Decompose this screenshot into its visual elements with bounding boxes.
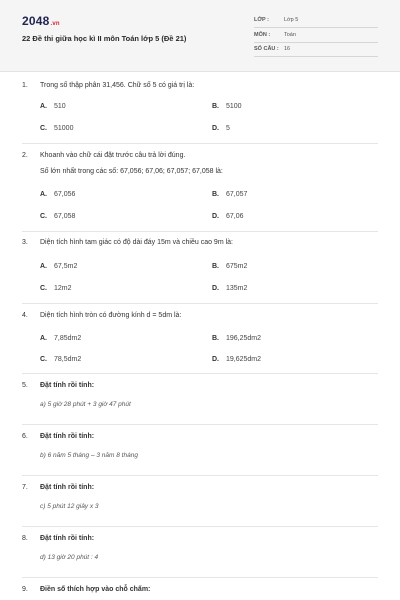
divider [22,373,378,374]
divider [22,231,378,232]
meta-question-count [254,45,378,57]
question-text: Đặt tính rồi tính: [40,382,95,389]
meta-class [254,16,378,28]
question-text: Trong số thập phân 31,456. Chữ số 5 có giá trị là: [40,82,195,89]
option-c[interactable]: C. 51000 [40,125,74,132]
question-text: Đặt tính rồi tính: [40,433,95,440]
question-number: 4. [22,312,28,319]
question-detail: d) 13 giờ 20 phút : 4 [40,554,99,561]
question-text: Diện tích hình tròn có đường kính d = 5dm là: [40,312,182,319]
option-c[interactable]: C. 12m2 [40,285,72,292]
question-detail: a) 5 giờ 28 phút + 3 giờ 47 phút [40,401,131,408]
option-d[interactable]: D. 67,06 [212,213,244,220]
question-text: Khoanh vào chữ cái đặt trước câu trả lời đúng. [40,152,186,159]
question-number: 6. [22,433,28,440]
question-text: Đặt tính rồi tính: [40,484,95,491]
question-number: 8. [22,535,28,542]
question-number: 5. [22,382,28,389]
option-c[interactable]: C. 67,058 [40,213,76,220]
option-d[interactable]: D. 19,625dm2 [212,356,262,363]
option-b[interactable]: B. 67,057 [212,191,248,198]
option-a[interactable]: A. 510 [40,103,66,110]
meta-class-label: LỚP : [254,17,269,23]
question-detail: c) 5 phút 12 giây x 3 [40,503,99,510]
meta-subject [254,31,378,43]
option-d[interactable]: D. 5 [212,125,230,132]
logo-main: 2048 [22,14,50,28]
meta-subject-value: Toán [284,32,296,38]
meta-subject-label: MÔN : [254,32,271,38]
question-text: Điền số thích hợp vào chỗ chấm: [40,586,151,593]
exam-header [0,0,400,72]
divider [22,526,378,527]
question-number: 3. [22,239,28,246]
site-logo[interactable] [22,14,60,28]
question-text: Diện tích hình tam giác có độ dài đáy 15m và chiều cao 9m là: [40,239,233,246]
option-a[interactable]: A. 7,85dm2 [40,335,82,342]
question-detail: b) 6 năm 5 tháng – 3 năm 8 tháng [40,452,138,459]
meta-count-label: SỐ CÂU : [254,46,279,52]
divider [22,303,378,304]
divider [22,475,378,476]
option-b[interactable]: B. 675m2 [212,263,248,270]
option-c[interactable]: C. 78,5dm2 [40,356,82,363]
option-b[interactable]: B. 5100 [212,103,242,110]
option-a[interactable]: A. 67,5m2 [40,263,78,270]
question-number: 1. [22,82,28,89]
logo-suffix: .vn [50,21,60,27]
divider [22,143,378,144]
meta-count-value: 16 [284,46,291,52]
option-b[interactable]: B. 196,25dm2 [212,335,262,342]
question-text: Đặt tính rồi tính: [40,535,95,542]
question-subtext: Số lớn nhất trong các số: 67,056; 67,06; 67,057; 67,058 là: [40,168,223,175]
meta-class-value: Lớp 5 [284,17,299,23]
question-number: 2. [22,152,28,159]
question-number: 9. [22,586,28,593]
exam-title: 22 Đề thi giữa học kì II môn Toán lớp 5 (Đề 21) [22,34,187,43]
divider [22,577,378,578]
divider [22,424,378,425]
question-number: 7. [22,484,28,491]
option-d[interactable]: D. 135m2 [212,285,248,292]
option-a[interactable]: A. 67,056 [40,191,76,198]
